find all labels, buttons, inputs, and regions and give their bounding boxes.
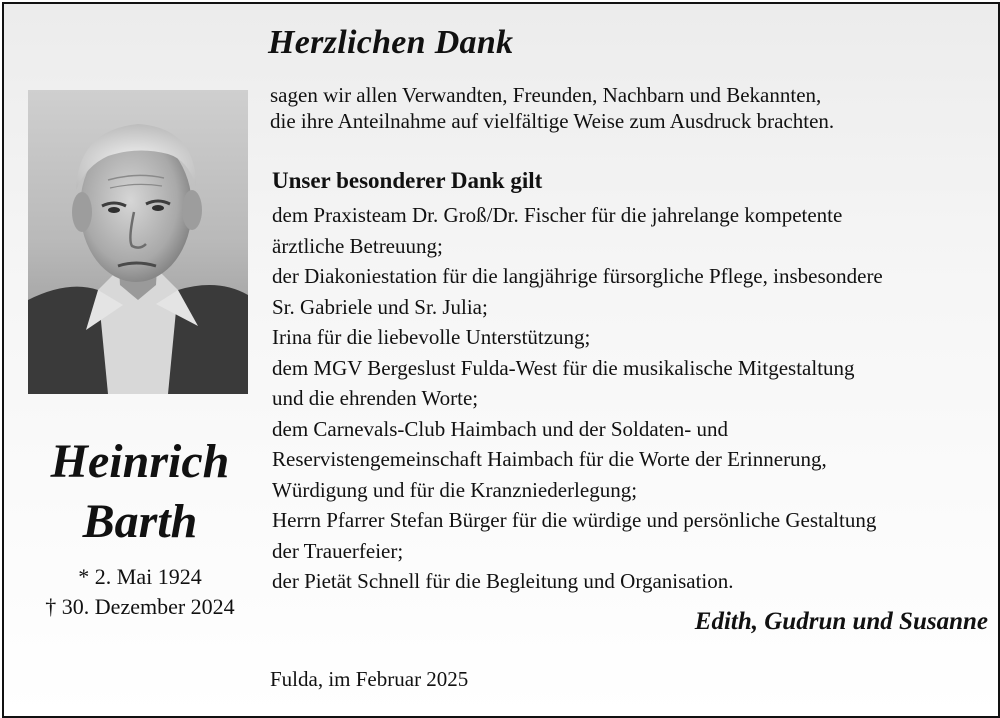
thanks-line: und die ehrenden Worte; [272,386,479,410]
thanks-line: Irina für die liebevolle Unterstützung; [272,325,591,349]
intro-line: sagen wir allen Verwandten, Freunden, Nachbarn und Bekannten, [270,83,822,107]
thanks-line: dem Praxisteam Dr. Groß/Dr. Fischer für die jahrelange kompetente [272,203,843,227]
death-date: † 30. Dezember 2024 [45,594,235,619]
obituary-card [2,2,1000,718]
thanks-line: Sr. Gabriele und Sr. Julia; [272,294,488,319]
deceased-last-name: Barth [82,495,198,548]
thanks-line: Würdigung und für die Kranzniederlegung; [272,477,638,502]
deceased-first-name: Heinrich [50,435,230,488]
thanks-line: Reservistengemeinschaft Haimbach für die Worte der Erinnerung, [272,447,827,471]
intro-text [270,82,834,134]
portrait-photo [28,90,248,394]
thanks-line: der Diakoniestation für die langjährige fürsorgliche Pflege, insbesondere [272,264,883,288]
place-date: Fulda, im Februar 2025 [270,667,469,691]
thanks-line: der Pietät Schnell für die Begleitung und Organisation. [272,569,734,593]
thanks-line: Herrn Pfarrer Stefan Bürger für die würdige und persönliche Gestaltung [272,508,877,532]
thanks-heading: Unser besonderer Dank gilt [272,168,543,193]
thanks-line: ärztliche Betreuung; [272,233,443,258]
thanks-line: dem Carnevals-Club Haimbach und der Soldaten- und [272,416,729,441]
signature: Edith, Gudrun und Susanne [694,608,988,635]
thanks-list [272,200,883,597]
page-title: Herzlichen Dank [268,24,514,61]
thanks-line: der Trauerfeier; [272,538,404,563]
thanks-line: dem MGV Bergeslust Fulda-West für die musikalische Mitgestaltung [272,355,855,380]
birth-date: * 2. Mai 1924 [78,564,202,589]
intro-line: die ihre Anteilnahme auf vielfältige Weise zum Ausdruck brachten. [270,109,835,133]
